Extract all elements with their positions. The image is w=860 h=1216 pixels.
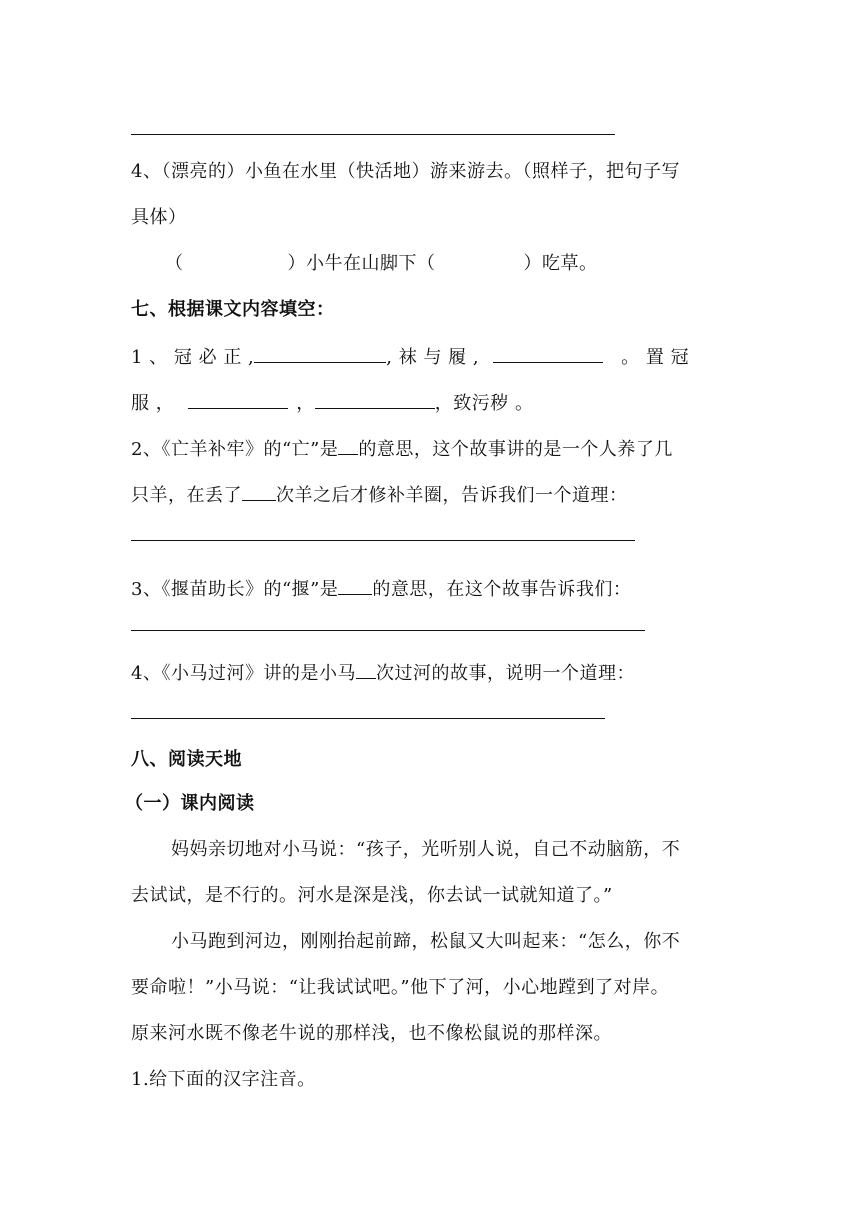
reading-paragraph: 妈妈亲切地对小马说：“孩子，光听别人说，自己不动脑筋，不 bbox=[171, 839, 681, 860]
answer-blank[interactable] bbox=[254, 344, 386, 363]
reading-paragraph: 去试试，是不行的。河水是深是浅，你去试一试就知道了。” bbox=[131, 885, 613, 906]
answer-blank[interactable] bbox=[356, 660, 376, 679]
answer-line[interactable] bbox=[131, 134, 615, 135]
fill-text: 3、《揠苗助长》的“揠”是 bbox=[131, 579, 339, 600]
fill-text: 2、《亡羊补牢》的“亡”是 bbox=[131, 439, 339, 460]
question-text-continued: 具体） bbox=[131, 207, 187, 228]
fill-text: 1 、 冠 必 正 , bbox=[131, 347, 255, 368]
fill-text: 的意思，在这个故事告诉我们： bbox=[372, 579, 632, 600]
fill-blank-line bbox=[131, 390, 533, 416]
answer-blank[interactable] bbox=[242, 482, 276, 501]
answer-blank[interactable] bbox=[338, 436, 358, 455]
reading-paragraph: 要命啦！”小马说：“让我试试吧。”他下了河，小心地蹚到了对岸。 bbox=[131, 977, 670, 998]
reading-paragraph: 原来河水既不像老牛说的那样浅，也不像松鼠说的那样深。 bbox=[131, 1023, 612, 1044]
answer-blank[interactable] bbox=[493, 344, 603, 363]
fill-text: , 袜 与 履 , bbox=[386, 347, 480, 368]
answer-line[interactable] bbox=[131, 540, 635, 541]
fill-text: ， bbox=[296, 393, 315, 414]
question-text bbox=[131, 482, 628, 508]
fill-text: 只羊，在丢了 bbox=[131, 485, 242, 506]
question-text bbox=[131, 660, 635, 686]
question-text bbox=[131, 436, 673, 462]
answer-line[interactable] bbox=[131, 630, 645, 631]
fill-text: 服 ， bbox=[131, 393, 175, 414]
fill-text: 次过河的故事，说明一个道理： bbox=[375, 663, 635, 684]
reading-paragraph: 小马跑到河边，刚刚抬起前蹄，松鼠又大叫起来：“怎么，你不 bbox=[171, 931, 681, 952]
fill-text: 。 置 冠 bbox=[621, 347, 690, 368]
sentence-middle: ）小牛在山脚下（ bbox=[287, 253, 436, 274]
answer-line[interactable] bbox=[131, 718, 605, 719]
fill-text: 4、《小马过河》讲的是小马 bbox=[131, 663, 356, 684]
section-title: 七、根据课文内容填空： bbox=[131, 299, 335, 320]
section-title: 八、阅读天地 bbox=[131, 749, 242, 770]
fill-blank-line bbox=[131, 344, 689, 370]
fill-text: 次羊之后才修补羊圈，告诉我们一个道理： bbox=[276, 485, 628, 506]
fill-text: 的意思，这个故事讲的是一个人养了几 bbox=[358, 439, 673, 460]
answer-blank[interactable] bbox=[188, 390, 288, 409]
bracket-open: （ bbox=[165, 253, 184, 274]
sentence-end: ）吃草。 bbox=[523, 253, 598, 274]
subsection-title: （一）课内阅读 bbox=[125, 793, 255, 814]
answer-blank[interactable] bbox=[338, 576, 372, 595]
question-text: 4、（漂亮的）小鱼在水里（快活地）游来游去。（照样子，把句子写 bbox=[131, 161, 680, 182]
answer-blank[interactable] bbox=[315, 390, 435, 409]
fill-text: ，致污秽 。 bbox=[434, 393, 534, 414]
question-text bbox=[131, 576, 631, 602]
question-text: 1.给下面的汉字注音。 bbox=[131, 1069, 316, 1090]
example-sentence bbox=[165, 252, 598, 276]
